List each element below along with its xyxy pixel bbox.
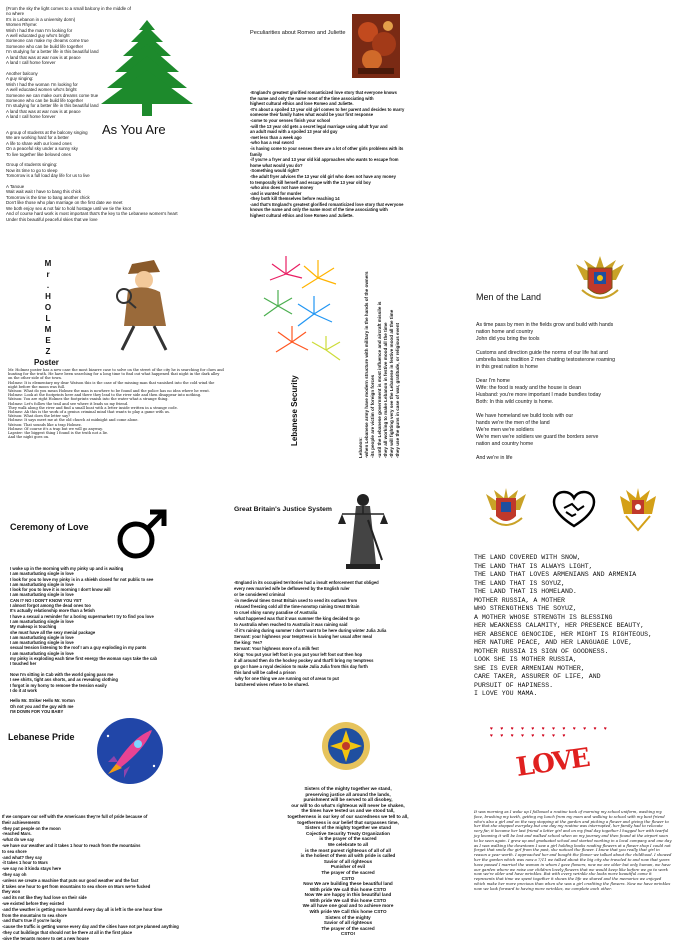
- holmez-letter: M: [44, 325, 52, 334]
- holmez-title-tail: Poster: [34, 358, 59, 367]
- mother-russia-poem: THE LAND COVERED WITH SNOW, THE LAND THAT IS ALWAYS LIGHT, THE LAND THAT LOVES ARMENIANS AND ARMENIA THE LAND THAT IS SOYUZ, THE LAND THAT IS HOMELAND. MOTHER RUSSIA, A MOTHER WHO STRENGTHENS THE SOYUZ, A MOTHER WHOSE STRENGTH IS BLESSING HER WEAKNESS CALAMITY, HER PRESENCE BEAUTY, HER ABSENCE GENOCIDE, HER MIGHT IS RIGHTEOUS, HER NATURE PEACE, AND HER LANGUAGE LOVE, MOTHER RUSSIA IS SIGN OF GOODNESS. LOOK SHE IS MOTHER RUSSIA, SHE IS EVER ARMENIAN MOTHER, CARE TAKER, ASSURER OF LIFE, AND PURSUIT OF HAPINESS. I LOVE YOU MAMA.: [474, 554, 653, 697]
- security-line: -they use the guns in case of war, gratitude, or religious event: [395, 322, 401, 458]
- romeo-juliette-painting-icon: [352, 14, 400, 78]
- handshake-heart-icon: [552, 490, 596, 530]
- russian-coat-of-arms-icon: [616, 486, 660, 532]
- ceremony-of-love-text: I woke up in the morning with my pinky up and is waiting I am masturbating single in love I look for you to love my pinky is in a shiekh closed for not public to see I am masturbating single in love I look for you to love it is morning I don't know will I am masturbating single in love CAN I? NO I DON'T KNOW YOU YET I almost forgot among the dead ones too It's actually relationship more than a fetish I have a sexual a reminder for a boring supermarket I try to find you love I am masturbating single in love My makeup is touching she must have all the sexy menial package I am masturbating single in love I am masturbating single in love sexual tension listening to the roof I am a guy exploding in my pants I am masturbating single in love my pinky is exploding each time first energy the woman says take the cab I touched her Now I'm sitting in Cab with the world going pass me I see shirts, tight ass shorts, and as revealing clothing I forgot in my horny to remove the tension easily I do it at work Hello Mr. Striker Hello Mr. Vorton Oh not you and the guy with me I'M DOWN FOR YOU BABY: [10, 566, 158, 714]
- armenian-coat-of-arms-icon: [570, 254, 630, 306]
- cedar-tree-icon: [101, 18, 193, 118]
- panel-britain-justice: [228, 488, 468, 714]
- panel-holmez: [4, 250, 224, 462]
- men-of-the-land-title: Men of the Land: [476, 292, 542, 302]
- armenian-emblem-icon: [482, 486, 530, 532]
- holmez-letter: M: [44, 259, 52, 268]
- security-line: Lebanon:: [358, 437, 363, 458]
- as-you-are-text-top: (From the sky the light comes to a small balcony in the middle of no where It's in Lebanon in a university dorm) Women Rhyme: Wish I had the man I'm looking for A well educated guy who's bright Someone can make my dreams come true Someone who can be build life together I'm studying for a better life in this beautiful land A land that was at war now is at peace A land I call home forever Another balcony A guy singing: Wish I had the woman I'm looking for A well educated women who's bright Someone we can make ours dreams come true Someone who can be build life together I'm studying for a better life in this beautiful land A land that was at war now is at peace A land I call home forever: [6, 6, 131, 120]
- security-line: -they will fighting very see the Lebanese in festive mood all the time: [389, 309, 395, 458]
- romeo-juliette-title: Peculiarities about Romeo and Juliette: [250, 30, 346, 36]
- holmez-title-vertical: [42, 258, 54, 357]
- holmez-letter: .: [46, 281, 50, 290]
- britain-justice-text: -England in its occupied territories had a insult enforcement that obliged every new married wife be deflowered by the English ruler or be considered criminal -in medieval times Great Britain used to send its outlaws from relaxed freezing cold all the time-nonstop raining Great Britain to cruel shiny sunny paradise of Australia -what happened was that it was summer the king decided to go to Australia when reached to Australia it was raining said -if it's raining during summer I don't want to be here during winter Julia Julia Servant: your highness your temptress is having her usual after meal the king: Yes? Servant: Your highness more of a milk fest King: You put your left foot in you put your left foot out then hop it all around then do the hockey pockey and that'll bring my temptress go go I have a royal decision to make Julia Julia from this day forth this land will be called a prison -why for one thing we are running out of areas to put butchered wives refuse to be shared.: [234, 580, 387, 687]
- love-logo: LOVE: [514, 743, 591, 783]
- security-line: -its people are victim of foreign forces: [370, 374, 376, 458]
- love-story-text: It was morning as I woke up I followed a routine took of morning my school uniform, washing my face, brushing my teeth, getting my lunch from my mom and walking to school with my best friend who's also a girl and on the way stopping at the garden and picking a flower and giving the flower to her that she stopped everyday but one day my routine was interrupted, her family had to relocate very far, it became her last friend a letter girl and on my final day together I hugged her with tearful joy knowing it will be lost and walked school when on my journey and then found at the airport soon to be seen again. I grew up and graduated school and started working in a local company and one day as I was walking the downtown I saw a girl holding books reading flowers at a flower shop I could not forget that smile the girl from the past, she noticed the flower. I knew that you really that girl in reason a year worth. I approached her and bought the flower we talked about the childhood. I showed her the garden which was now a 7/11 we talked about the big city she traveled to and now that years have passed I married the woman in whom I gave flowers, now we are older but only human, we have our garden where we raise our children lovely flowers that we would keep like before we go to work now we're older and have wrinkles. But with every wrinkle she looks more beautiful come it represents that time we spent together it shows the life we shared and the memories we enjoyed which make her more precious than when she was a girl crediting the flowers. Now we have wrinkles now we look forward to having more wrinkles, we complete each other.: [474, 809, 673, 891]
- detective-icon: [104, 256, 184, 356]
- as-you-are-title: As You Are: [102, 122, 166, 137]
- ceremony-of-love-title: Ceremony of Love: [10, 522, 89, 532]
- romeo-juliette-text: -England's greatest glorified romanticized love story that everyone knows the name and only the name most of the time associating with highest cultural ethics and love Romeo and Juliette. -It's about a spoiled 13 year old girl comes to her parent and decides to marry someone their family hates what would be your first response -come to your senses finish your school -will the 13 year old gets a secret legal marriage using adult fryar and an adult maid with a spoiled 13 year old guy -met less than a week ago -who has a real sword -is having come to your senses there are a lot of other girls problems with its family -if you're a fryer and 13 year old kid approaches who wants to escape from home what would you do? -Something would right? -the adult fryer advices the 13 year old girl who does not have any money to temporally kill herself and escape with the 13 year old boy -who also does not have money -and is wanted for murder -they both kill themselves before reaching 14 -and that's England's greatest glorified romanticized love story that everyone knows the name and only the name most of the time associating with highest cultural ethics and love Romeo and Juliette.: [250, 90, 405, 219]
- lady-justice-icon: [338, 490, 388, 570]
- male-symbol-icon: [112, 506, 170, 564]
- panel-love-story: [470, 720, 674, 940]
- holmez-letter: r: [46, 270, 50, 279]
- holmez-letter: O: [44, 303, 52, 312]
- lebanese-pride-text: If we compare our self with the Americans they're full of pride because of their achievements -they put people on the moon -reached Mars. -what do we say -we have our weather and it takes 1 hour to reach from the mountains to sea shore -and what? they say -it takes 1 hour to Mars -we say no it kinda stays here -they say oh -unless we create a machine that puts our good weather and the fact it takes one hour to get from mountains to sea shore on Mars we're fucked they won -and its not like they had love on their side -we existed before they existed -and the weather is getting more harmful every day all is left is the one hour time from the mountains to sea shore -and that's true if you're lucky -cause the traffic is getting worse every day and the cities have not pre planned anything -they cut buildings that should not be there at all in the first place -give the tenants money to get a new house: [2, 814, 179, 940]
- panel-lebanese-security: [246, 250, 436, 462]
- fireworks-icon: [256, 252, 352, 372]
- as-you-are-text-bottom: A group of students at the balcony singing We are working hard for a better A life to share with our loved ones On a peaceful sky under a sunny sky To live together like beloved ones Group of students singing: Now its time to go to sleep Tomorrow is a full load day life for us to live A Tanoue Wait wait wait I have to bang this chick Tomorrow is the time to bang another chick Don't like those who plan marriage on the first date we meet We both enjoy sex & not fair to hold hostage until we tie the knot And of course hard work is most important that's the key to the Lebanese women's heart Under this beautiful peaceful skies that we love: [6, 130, 178, 222]
- panel-lebanese-pride: [2, 714, 224, 940]
- security-line: -until the Lebanese government is most influence and aircraft missile is: [376, 301, 382, 458]
- panel-romeo-juliette: [248, 8, 416, 222]
- lebanese-pride-title: Lebanese Pride: [8, 732, 75, 742]
- panel-men-of-the-land: [472, 250, 672, 462]
- csto-emblem-icon: [320, 720, 372, 772]
- holmez-letter: E: [45, 336, 51, 345]
- britain-justice-title: Great Britain's Justice System: [234, 506, 332, 513]
- holmez-letter: Z: [45, 347, 51, 356]
- holmez-letter: L: [45, 314, 51, 323]
- lebanese-security-lines: [358, 258, 401, 458]
- holmez-letter: H: [45, 292, 51, 301]
- men-of-the-land-text: As time pass by men in the fields grow and build with hands nation home and country John did you bring the tools Customs and direction guide the norms of our life hat and umbrella basic tradition 2 men chatting testosterone roaming in this great nation is home Dear I'm home Wife: the food is ready and the house is clean Husband: you're more important I made bundles today Both: In this wild country is home. We have homeland we build tools with our hands we're the men of the land We're men we're soldiers We're men we're soldiers we guard the borders serve nation and country home And we're in life: [476, 322, 615, 461]
- security-line: -when Lebanese army have modern structure with military in the hands of the owners: [364, 271, 370, 458]
- lebanese-security-title: Lebanese Security: [290, 375, 299, 446]
- csto-text: Sisters of the mighty together we stand, preserving justice all around the lands, punishment will be served to all disobey, our will to do what's righteous will never be shaken, the times have tested us and we stood tall, togetherness is our key of our sacredness we tell to all, togetherness is our belief that surpasses time, Sisters of the mighty together we stand Cojective Security Treaty Organization is the prayer of the sacred We celebrate to all is the most purest righteous of all of all is the holiest of them all with pride is called Savior of all righteous Punisher of evil The prayer of the sacred CSTO Now We are building these beautiful land With pride We call this home CSTO Now We are happy in this beautiful land With pride We call this home CSTO We all have one goal and to achieve more With pride We Call this home CSTO Sisters of the mighty Savior of all righteous The prayer of the sacred CSTO!: [287, 786, 409, 937]
- panel-as-you-are: [6, 6, 216, 226]
- holmez-text: Mr. Holmez poster has a new case the most bizarre case to solve on the street of the city he is searching for clues and hunting for the truth. He have been searching for a long time to find out what happened that night in the dark alley on the other side of the town. Holmez: It is elementary my dear Watson this is the case of the missing man that vanished into the cold wind the night before the moon was full. Watson: What do you mean Holmez the man is nowhere to be found and the police has no idea where he went. Holmez: Look at the footprints here and there they lead to the river side and then disappear into nothing. Watson: You are right Holmez the footprints vanish into the water what a strange thing. Holmez: Let's follow the trail and see where it leads us my friend. They walk along the river and find a small boat with a letter inside written in a strange code. Holmez: Ah this is the work of a genius criminal mind that wants to play a game with us. Watson: What does the letter say? Holmez: It says meet me at the old church at midnight and come alone. Watson: That sounds like a trap Holmez. Holmez: Of course it's a trap but we will go anyway. Lapster: the biggest thing I found is the truth not a lie. And the night goes on.: [8, 368, 224, 440]
- panel-csto: [230, 718, 466, 940]
- panel-mother-russia: [470, 482, 674, 718]
- rocket-icon: [94, 716, 166, 786]
- panel-ceremony-of-love: [4, 498, 224, 714]
- floating-hearts: ♥ ♥ ♥ ♥ ♥ ♥ ♥ ♥ ♥ ♥ ♥ ♥ ♥ ♥ ♥ ♥ ♥ ♥ ♥ ♥: [490, 726, 610, 739]
- security-line: -they all working to make Lebanon in festive mood all the time: [382, 322, 388, 458]
